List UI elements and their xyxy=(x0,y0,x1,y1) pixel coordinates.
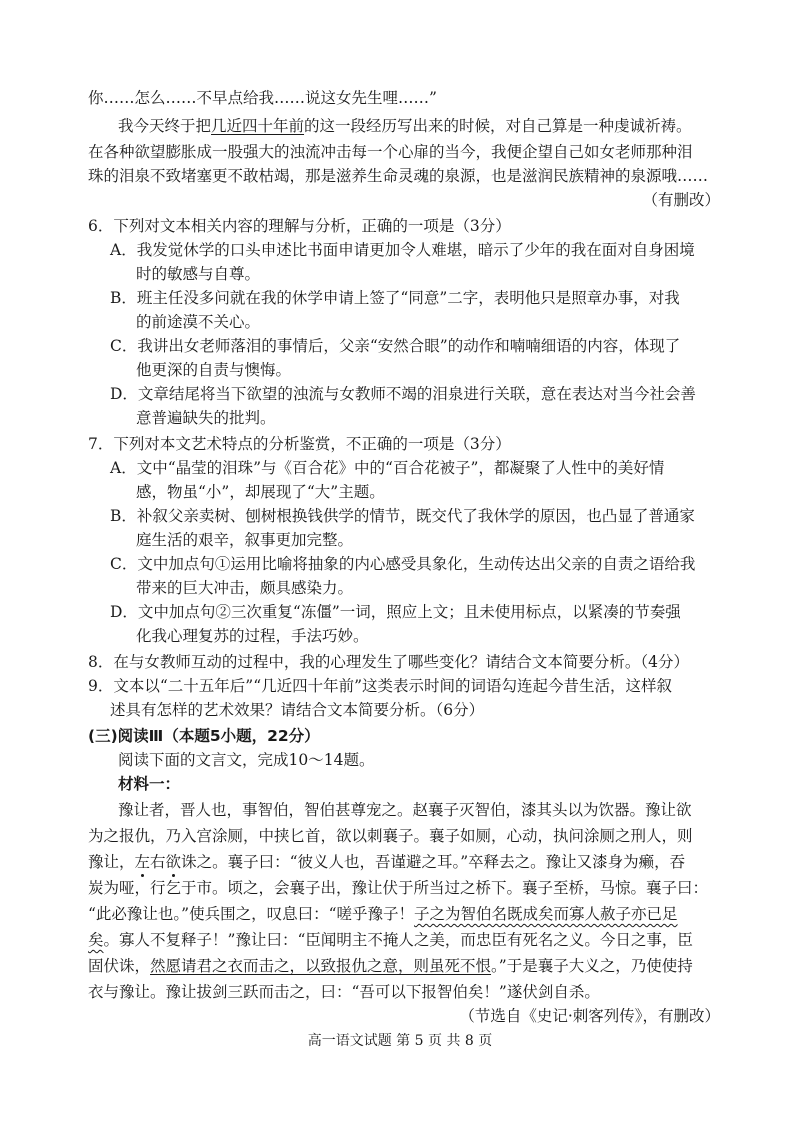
q6-option-d-line-1: D．文章结尾将当下欲望的浊流与女教师不竭的泪泉进行关联，意在表达对当今社会善 xyxy=(110,385,696,403)
q7-option-b-line-1: B．补叙父亲卖树、刨树根换钱供学的情节，既交代了我休学的原因，也凸显了普通家 xyxy=(110,507,695,525)
section-3-intro: 阅读下面的文言文，完成10～14题。 xyxy=(118,751,375,769)
classical-line-8: 衣与豫让。豫让拔剑三跃而击之，曰：“吾可以下报智伯矣！”遂伏剑自杀。 xyxy=(88,983,600,1001)
classical-line-5 xyxy=(88,904,678,924)
passage-text: 右 xyxy=(150,853,166,871)
dotted-char: 左 xyxy=(134,853,151,871)
classical-line-1: 豫让者，晋人也，事智伯，智伯甚尊宠之。赵襄子灭智伯，漆其头以为饮器。豫让欲 xyxy=(118,801,692,819)
page-footer: 高一语文试题 第 5 页 共 8 页 xyxy=(307,1033,493,1049)
q6-option-a-line-1: A．我发觉休学的口头申述比书面申请更加令人难堪，暗示了少年的我在面对自身困境 xyxy=(110,241,695,259)
q7-option-a-line-1: A．文中“晶莹的泪珠”与《百合花》中的“百合花被子”，都凝聚了人性中的美好情 xyxy=(110,459,665,477)
classical-line-7 xyxy=(88,956,693,976)
q7-option-d-line-1: D．文中加点句②三次重复“冻僵”一词，照应上文；且未使用标点，以紧凑的节奏强 xyxy=(110,603,681,621)
passage-text: 。”于是襄子大义之，乃使使持 xyxy=(491,957,693,975)
q7-option-a-line-2: 感，物虽“小”，却展现了“大”主题。 xyxy=(136,483,385,501)
passage-text: 。寡人不复释子！”豫让曰：“臣闻明主不掩人之美，而忠臣有死名之义。今日之事，臣 xyxy=(103,931,693,949)
classical-line-6 xyxy=(88,930,693,950)
passage-source: （有删改） xyxy=(642,191,720,209)
passage-text: 诛之。襄子曰：“彼义人也，吾谨避之耳。”卒释去之。豫让又漆身为癞，吞 xyxy=(181,853,686,871)
q6-option-c-line-1: C．我讲出女老师落泪的事情后，父亲“安然合眼”的动作和喃喃细语的内容，体现了 xyxy=(110,337,681,355)
q6-option-a-line-2: 时的敏感与自尊。 xyxy=(136,265,261,283)
q9-stem-line-1: 9．文本以“二十五年后”“几近四十年前”这类表示时间的词语勾连起今昔生活，这样叙 xyxy=(88,677,673,695)
classical-line-3 xyxy=(88,852,685,872)
dotted-char: 欲 xyxy=(165,853,182,871)
wavy-underlined-sentence: 矣 xyxy=(88,931,104,949)
section-3-title: (三)阅读Ⅲ（本题5小题，22分） xyxy=(88,727,320,745)
q8-stem: 8．在与女教师互动的过程中，我的心理发生了哪些变化？请结合文本简要分析。（4分） xyxy=(88,653,689,671)
passage-end-line-4: 珠的泪泉不致堵塞更不敢枯竭，那是滋养生命灵魂的泉源，也是滋润民族精神的泉源哦…… xyxy=(88,167,709,185)
underlined-sentence: 然愿请君之衣而击之，以致报仇之意，则虽死不恨 xyxy=(150,957,492,975)
classical-line-4: 炭为哑，行乞于市。顷之，会襄子出，豫让伏于所当过之桥下。襄子至桥，马惊。襄子曰： xyxy=(88,879,709,897)
q7-stem: 7．下列对本文艺术特点的分析鉴赏，不正确的一项是（3分） xyxy=(88,435,511,453)
wavy-underlined-sentence: 子之为智伯名既成矣而寡人赦子亦已足 xyxy=(414,905,678,923)
material-1-label: 材料一： xyxy=(118,774,181,793)
passage-text: 的这一段经历写出来的时候，对自己算是一种虔诚祈祷。 xyxy=(304,117,692,135)
q7-option-d-line-2: 化我心理复苏的过程，手法巧妙。 xyxy=(136,627,369,645)
q6-stem: 6．下列对文本相关内容的理解与分析，正确的一项是（3分） xyxy=(88,217,511,235)
passage-text: 豫让， xyxy=(88,853,135,871)
q7-option-b-line-2: 庭生活的艰辛，叙事更加完整。 xyxy=(136,531,354,549)
q6-option-b-line-1: B．班主任没多问就在我的休学申请上签了“同意”二字，表明他只是照章办事，对我 xyxy=(110,289,680,307)
q6-option-c-line-2: 他更深的自责与懊悔。 xyxy=(136,361,292,379)
classical-line-2: 为之报仇，乃入宫涂厕，中挟匕首，欲以刺襄子。襄子如厕，心动，执问涂厕之刑人，则 xyxy=(88,827,693,845)
passage-text: 固伏诛， xyxy=(88,957,151,975)
passage-text: “此必豫让也。”使兵围之，叹息曰：“嗟乎豫子！ xyxy=(88,905,415,923)
passage-text: 我今天终于把 xyxy=(118,117,212,135)
q6-option-d-line-2: 意普遍缺失的批判。 xyxy=(136,409,276,427)
passage-end-line-1: 你……怎么……不早点给我……说这女先生哩……” xyxy=(88,89,437,107)
underlined-phrase: 几近四十年前 xyxy=(211,117,305,135)
q9-stem-line-2: 述具有怎样的艺术效果？请结合文本简要分析。（6分） xyxy=(110,701,485,719)
q7-option-c-line-1: C．文中加点句①运用比喻将抽象的内心感受具象化，生动传达出父亲的自责之语给我 xyxy=(110,555,696,573)
passage-end-line-3: 在各种欲望膨胀成一股强大的浊流冲击每一个心扉的当今，我便企望自己如女老师那种泪 xyxy=(88,143,693,161)
classical-source: （节选自《史记·刺客列传》，有删改） xyxy=(459,1007,720,1025)
q6-option-b-line-2: 的前途漠不关心。 xyxy=(136,313,261,331)
passage-end-line-2 xyxy=(118,116,692,136)
q7-option-c-line-2: 带来的巨大冲击，颇具感染力。 xyxy=(136,579,354,597)
